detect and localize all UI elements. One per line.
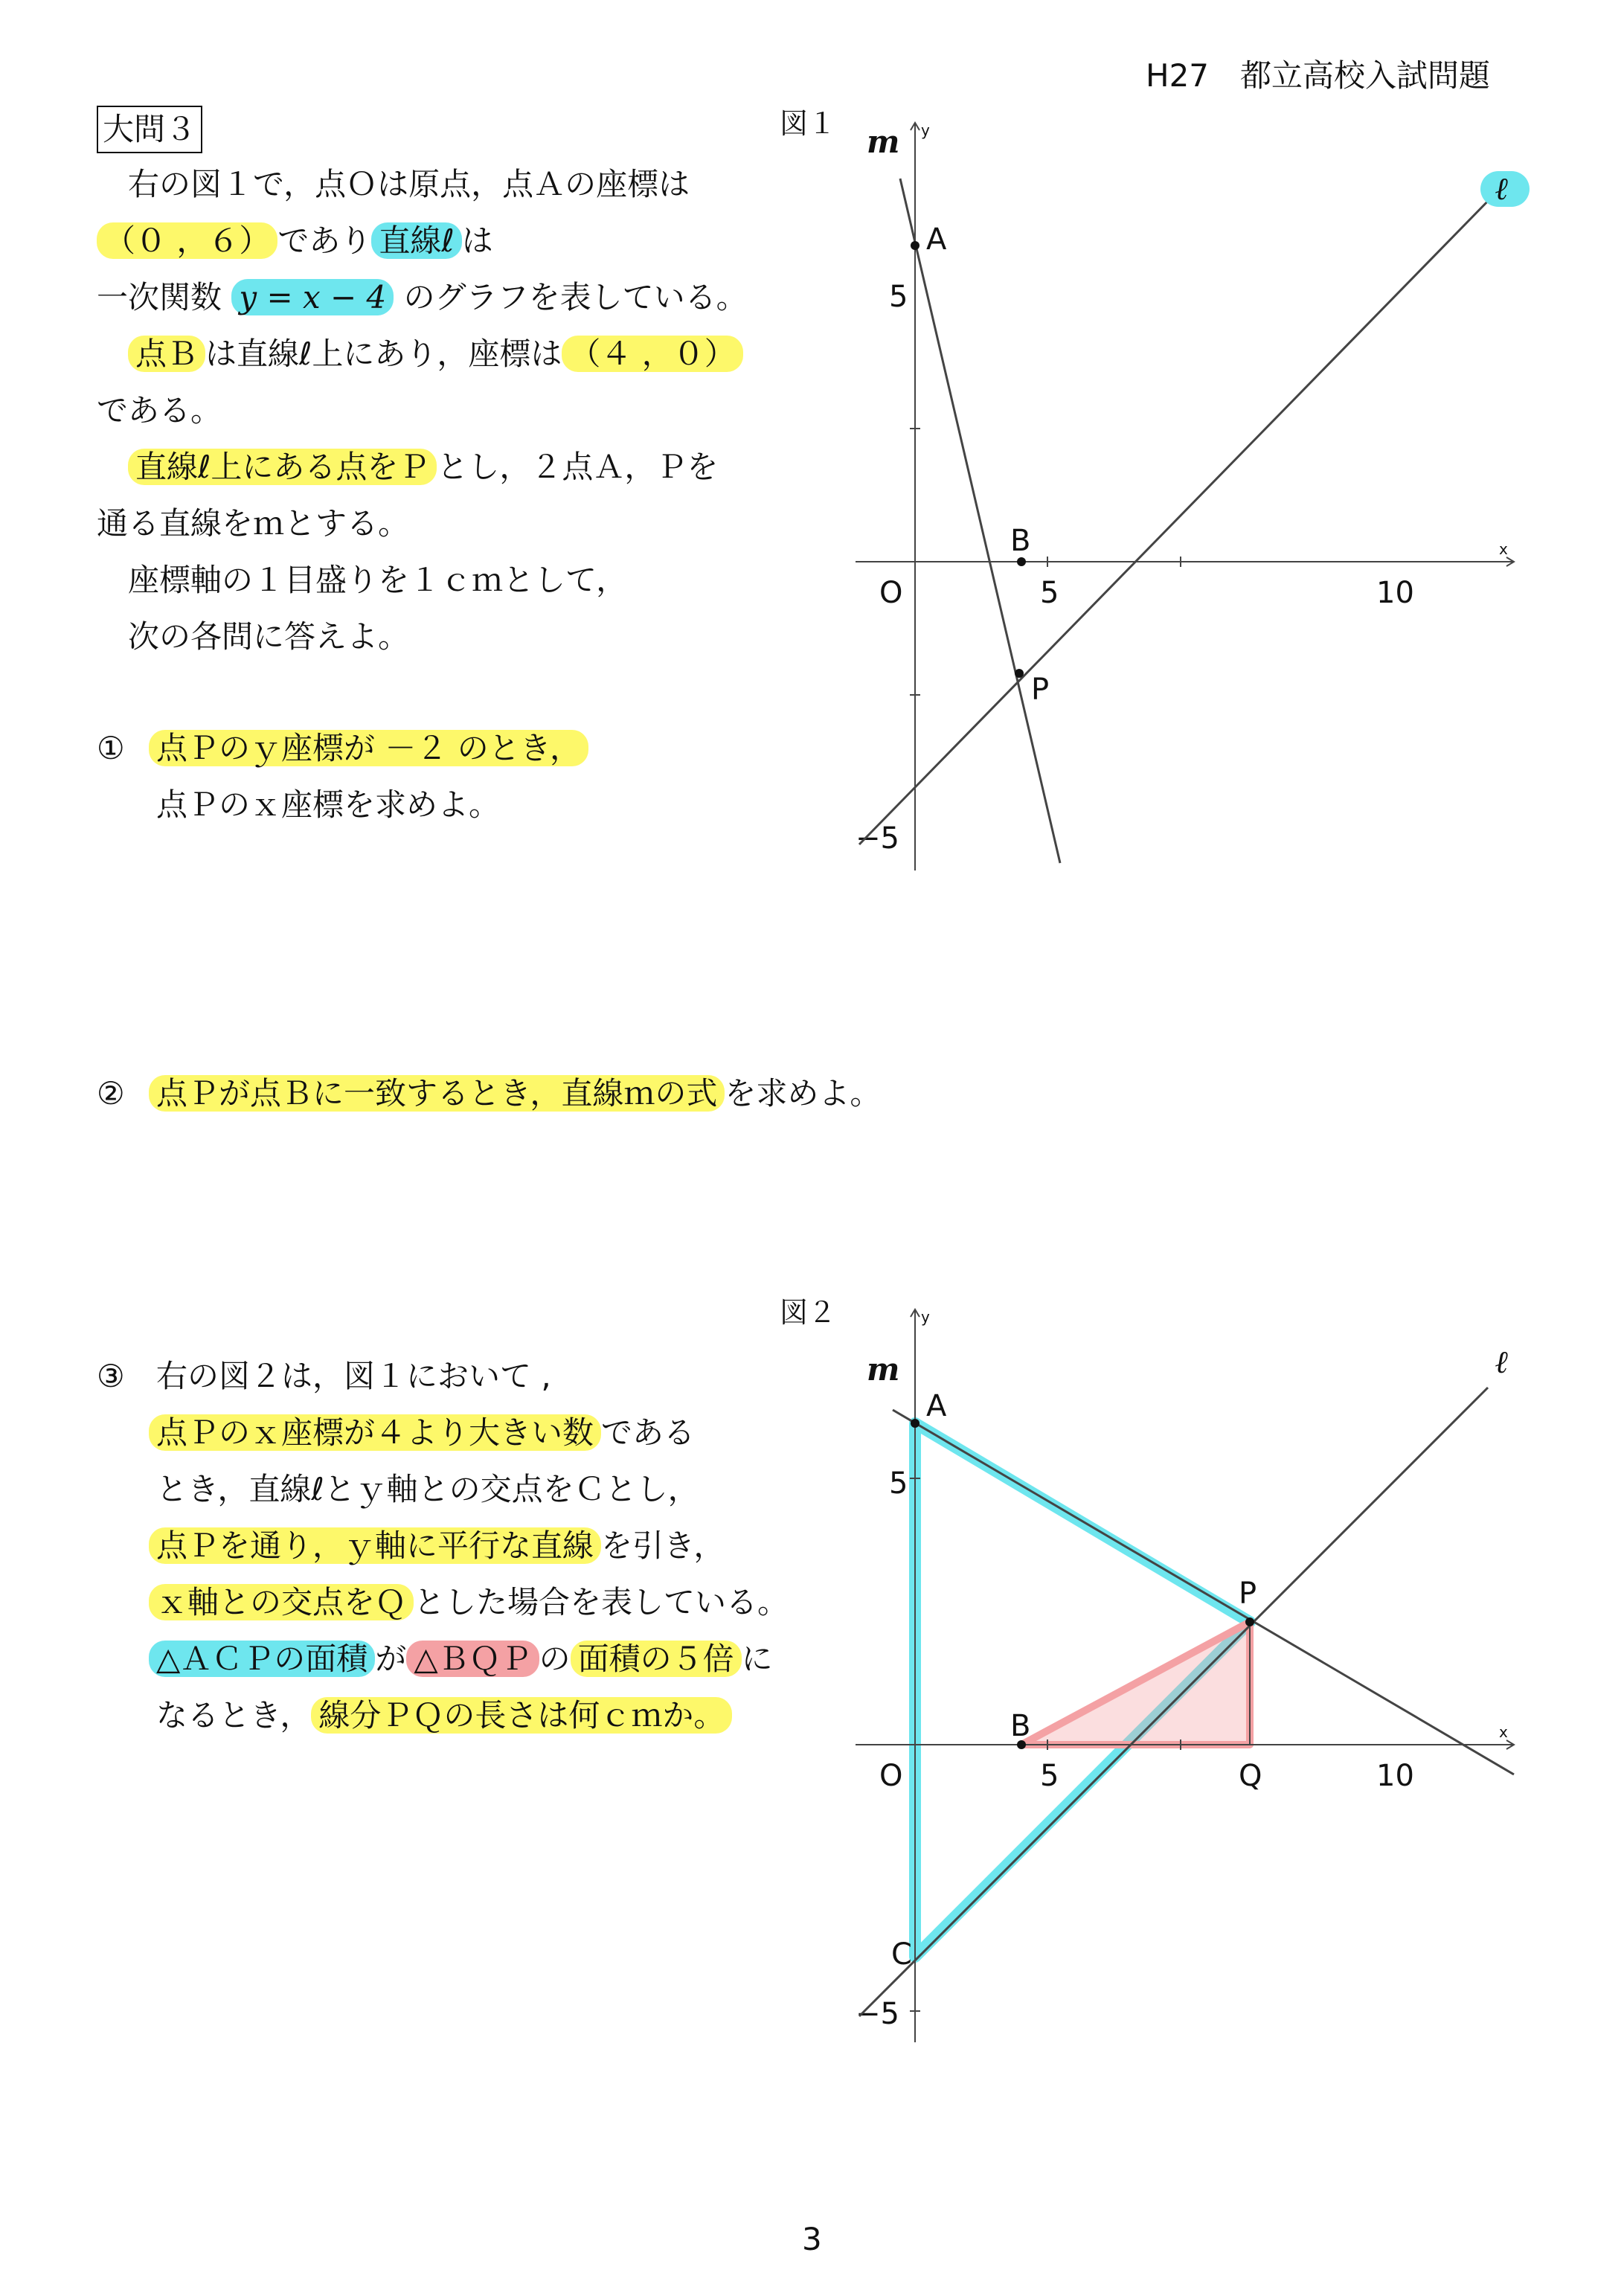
intro-line-8: 座標軸の１目盛りを１ｃｍとして， — [97, 562, 628, 598]
line-l — [859, 1388, 1488, 2016]
point-b-label: B — [1010, 1709, 1031, 1743]
tick-label-x10: 10 — [1376, 576, 1414, 610]
point-q-label: Q — [1239, 1759, 1262, 1793]
q2-text: 点Ｐが点Ｂに一致するとき，直線ｍの式 を求めよ。 — [149, 1071, 881, 1116]
tick-label-yneg5: −5 — [856, 1997, 899, 2031]
tick-label-y5: 5 — [889, 280, 908, 314]
point-p — [1245, 1617, 1254, 1626]
intro-line-3: 一次関数 y = x − 4 のグラフを表している。 — [97, 279, 748, 315]
line-l — [859, 193, 1495, 844]
intro-line-5: である。 — [97, 392, 222, 429]
q1-number: ① — [97, 730, 125, 766]
q3-line-3: とき，直線ℓとｙ軸との交点をＣとし， — [156, 1471, 699, 1507]
intro-line-4: 点Ｂ は直線ℓ上にあり，座標は （４ ，０） — [97, 332, 743, 376]
q3-line-6: △ＡＣＰの面積 が △ＢＱＰ の 面積の５倍 に — [149, 1637, 773, 1681]
point-p-label: P — [1031, 673, 1050, 707]
x-axis-label: x — [1499, 1723, 1508, 1741]
intro-line-6: 直線ℓ上にある点をＰ とし，２点Ａ，Ｐを — [97, 445, 718, 490]
intro-line-7: 通る直線をｍとする。 — [97, 505, 410, 542]
q1-line-1: 点Ｐのｙ座標が －２ のとき， — [149, 726, 588, 771]
point-c-label: C — [891, 1937, 912, 1972]
q2-number: ② — [97, 1075, 125, 1112]
line-m-label: m — [867, 1351, 900, 1388]
point-p-def: 直線ℓ上にある点をＰ — [128, 449, 437, 485]
tick-label-yneg5: −5 — [856, 821, 899, 856]
point-a — [911, 1419, 919, 1428]
point-b-label: 点Ｂ — [128, 336, 205, 372]
point-b-label: B — [1010, 524, 1031, 558]
intro-line-1: 右の図１で，点Ｏは原点，点Ａの座標は — [97, 166, 690, 202]
line-m — [900, 179, 1060, 863]
point-b — [1017, 557, 1026, 566]
q3-number: ③ — [97, 1358, 125, 1394]
fig1-caption: 図１ — [780, 107, 837, 140]
point-a-coord: （０ ，６） — [97, 222, 277, 259]
y-axis-label: y — [921, 121, 930, 139]
line-m-label: m — [867, 124, 900, 160]
problem-label: 大問３ — [97, 106, 202, 153]
line-l-label: 直線ℓ — [371, 222, 461, 259]
q3-line-2: 点Ｐのｘ座標が４より大きい数 である — [149, 1411, 695, 1455]
q3-line-5: ｘ軸との交点をＱ とした場合を表している。 — [149, 1580, 789, 1625]
page-number: 3 — [802, 2221, 822, 2257]
figure-2 — [841, 1298, 1532, 2057]
intro-line-2: （０ ，６） であり 直線ℓ は — [97, 219, 493, 263]
point-a-label: A — [926, 222, 947, 257]
tick-label-x5: 5 — [1040, 576, 1059, 610]
point-a-label: A — [926, 1389, 947, 1423]
point-b-coord: （４ ，０） — [562, 336, 742, 372]
triangle-bqp-highlight — [1021, 1622, 1250, 1745]
q3-line-4: 点Ｐを通り，ｙ軸に平行な直線 を引き， — [149, 1524, 725, 1568]
figure-1 — [841, 112, 1532, 878]
point-a — [911, 241, 919, 250]
header-title: H27 都立高校入試問題 — [1146, 57, 1491, 94]
q3-line-1: 右の図２は，図１において , — [156, 1358, 551, 1394]
origin-label: O — [879, 1759, 903, 1793]
point-p-label: P — [1239, 1577, 1257, 1611]
q3-line-7: なるとき， 線分ＰＱの長さは何ｃｍか。 — [156, 1693, 732, 1738]
tick-label-y5: 5 — [889, 1466, 908, 1501]
tick-label-x5: 5 — [1040, 1759, 1059, 1793]
line-l-label: ℓ — [1495, 1344, 1509, 1380]
equation: y = x − 4 — [231, 279, 394, 315]
origin-label: O — [879, 576, 903, 610]
x-axis-label: x — [1499, 540, 1508, 558]
q1-line-2: 点Ｐのｘ座標を求めよ。 — [156, 786, 501, 823]
y-axis-label: y — [921, 1308, 930, 1326]
tick-label-x10: 10 — [1376, 1759, 1414, 1793]
line-l-label: ℓ — [1495, 170, 1509, 207]
intro-line-9: 次の各問に答えよ。 — [97, 618, 410, 655]
fig2-caption: 図２ — [780, 1296, 837, 1329]
point-p — [1015, 669, 1024, 678]
